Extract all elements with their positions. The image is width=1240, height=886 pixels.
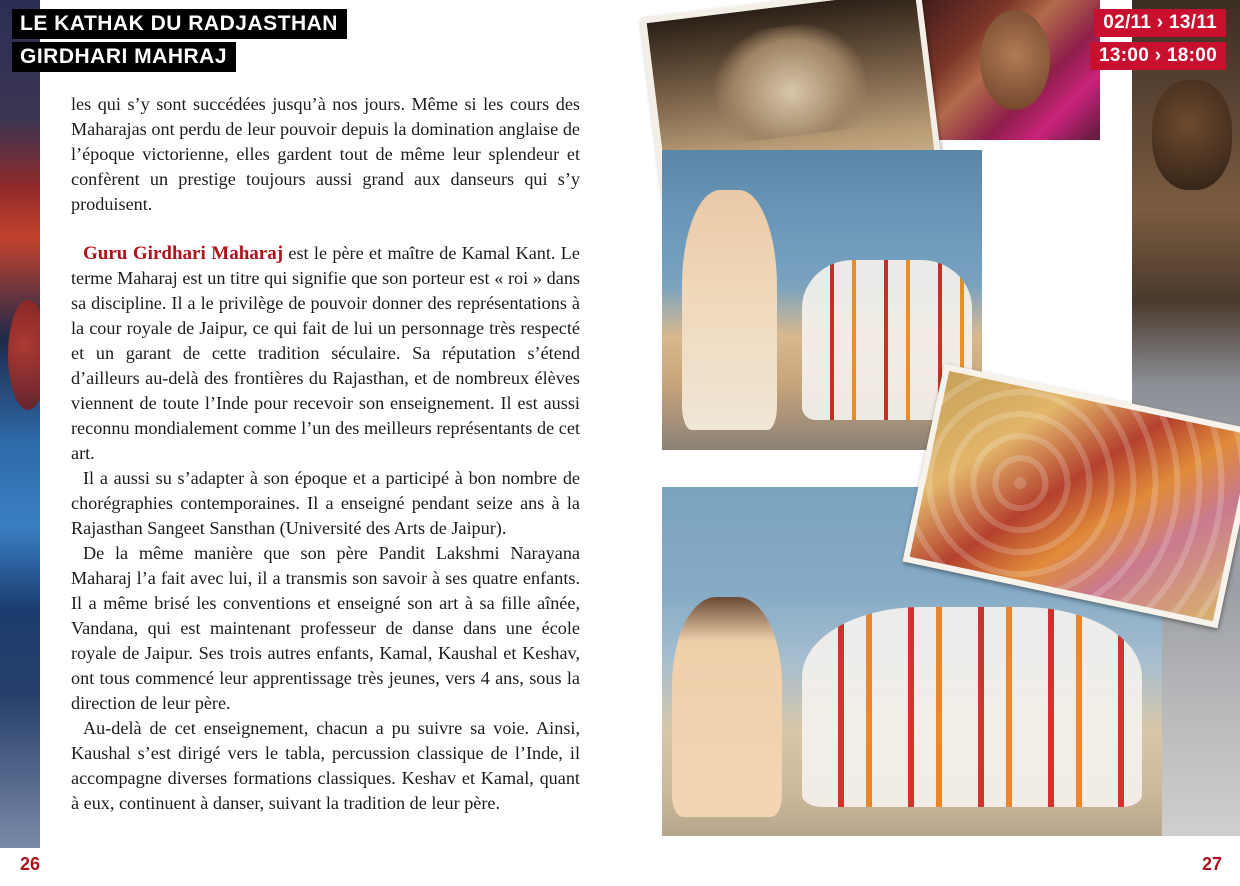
right-page xyxy=(620,0,1240,886)
guru-name: Guru Girdhari Maharaj xyxy=(83,243,284,264)
page-number-left: 26 xyxy=(20,854,41,874)
page-number-right: 27 xyxy=(1201,854,1222,874)
date-badge: 02/11 › 13/11 xyxy=(1094,9,1226,37)
bride-photo xyxy=(910,0,1100,140)
paragraph-guru xyxy=(71,241,580,466)
paragraph-contemporary: Il a aussi su s’adapter à son époque et a participé à bon nombre de chorégraphies contemporaines. Il a enseigné pendant seize ans à la Rajasthan Sangeet Sansthan (Université des Arts de Jaipur). xyxy=(71,468,580,538)
article-body xyxy=(71,92,580,816)
paragraph-transmission: De la même manière que son père Pandit Lakshmi Narayana Maharaj l’a fait avec lui, il a transmis son savoir à ses quatre enfants. Il a même brisé les conventions et enseigné son art à sa fille aînée, Vandana, qui est maintenant professeur de danse dans une école royale de Jaipur. Ses trois autres enfants, Kamal, Kaushal et Keshav, ont tous commencé leur apprentissage très jeunes, vers 4 ans, sous la direction de leur père. xyxy=(71,543,580,713)
dance-class-photo-top xyxy=(662,150,982,450)
section-subtitle: GIRDHARI MAHRAJ xyxy=(12,42,236,72)
paragraph-intro: les qui s’y sont succédées jusqu’à nos jours. Même si les cours des Maharajas ont perdu de leur pouvoir depuis la domination anglaise de l’époque victorienne, elles gardent tout de même leur splendeur et confèrent un prestige toujours aussi grand aux danseurs qui s’y produisent. xyxy=(71,94,580,214)
paragraph-guru-text: est le père et maître de Kamal Kant. Le terme Maharaj est un titre qui signifie que son porteur est « roi » dans sa discipline. Il a le privilège de pouvoir donner des représentations à la cour royale de Jaipur, ce qui fait de lui un personnage très respecté et un garant de cette tradition séculaire. Sa réputation s’étend d’ailleurs au-delà des frontières du Rajasthan, et de nombreux élèves viennent de toute l’Inde pour recevoir son enseignement. Il est aussi reconnu mondialement comme l’un des meilleurs représentants de cet art. xyxy=(71,243,580,463)
section-title: LE KATHAK DU RADJASTHAN xyxy=(12,9,347,39)
edge-photo xyxy=(0,0,40,848)
time-badge: 13:00 › 18:00 xyxy=(1090,42,1226,70)
paragraph-paths: Au-delà de cet enseignement, chacun a pu suivre sa voie. Ainsi, Kaushal s’est dirigé vers le tabla, percussion classique de l’Inde, il accompagne diverses formations classiques. Keshav et Kamal, quant à eux, continuent à danser, suivant la tradition de leur père. xyxy=(71,718,580,813)
